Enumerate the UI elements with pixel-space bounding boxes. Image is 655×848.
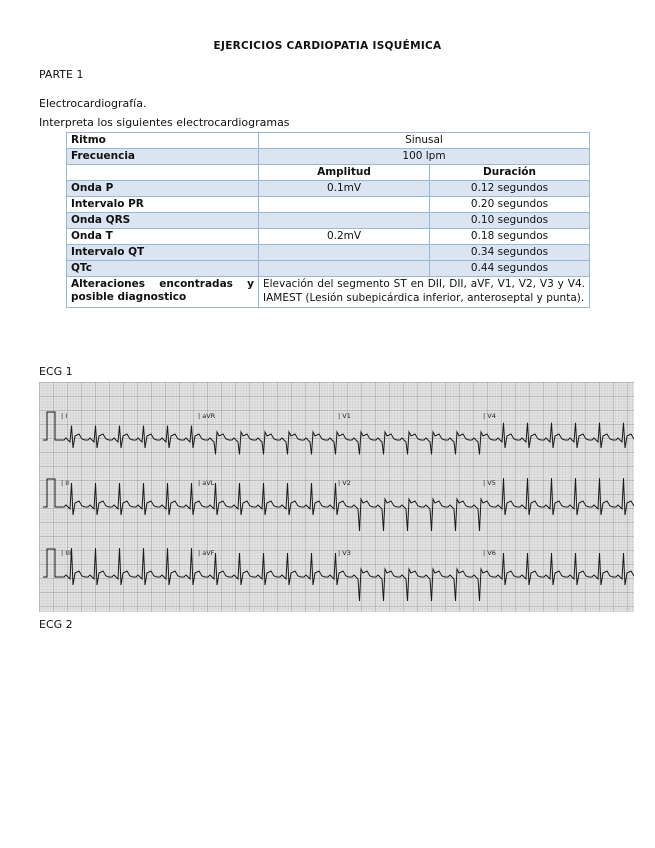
col-header-duracion: Duración	[430, 165, 590, 181]
row-label: QTc	[67, 261, 259, 277]
table-row	[67, 149, 590, 165]
amplitud-value	[259, 213, 430, 229]
row-label-frecuencia: Frecuencia	[67, 149, 259, 165]
amplitud-value	[259, 261, 430, 277]
table-row	[67, 213, 590, 229]
row-label: Onda T	[67, 229, 259, 245]
table-row	[67, 181, 590, 197]
row-label: Intervalo QT	[67, 245, 259, 261]
lead-label: | V4	[483, 412, 496, 420]
lead-label: | V5	[483, 479, 496, 487]
table-row	[67, 197, 590, 213]
row-label-ritmo: Ritmo	[67, 133, 259, 149]
lead-label: | II	[61, 479, 70, 487]
amplitud-value: 0.2mV	[259, 229, 430, 245]
ecg-strip-image	[39, 382, 634, 612]
amplitud-value	[259, 197, 430, 213]
frecuencia-value: 100 lpm	[259, 149, 590, 165]
table-row	[67, 277, 590, 308]
col-header-amplitud: Amplitud	[259, 165, 430, 181]
lead-label: | aVL	[198, 479, 215, 487]
ritmo-value: Sinusal	[259, 133, 590, 149]
alteraciones-value: Elevación del segmento ST en DII, DII, aVF, V1, V2, V3 y V4. IAMEST (Lesión subepicárdica inferior, anteroseptal y punta).	[259, 277, 590, 308]
table-row	[67, 133, 590, 149]
ecg1-label: ECG 1	[39, 365, 73, 378]
duracion-value: 0.44 segundos	[430, 261, 590, 277]
lead-label: | aVF	[198, 549, 215, 557]
duracion-value: 0.34 segundos	[430, 245, 590, 261]
row-label: Intervalo PR	[67, 197, 259, 213]
header-empty-cell	[67, 165, 259, 181]
lead-label: | III	[61, 549, 72, 557]
subtitle: Electrocardiografía.	[39, 97, 147, 110]
duracion-value: 0.10 segundos	[430, 213, 590, 229]
amplitud-value: 0.1mV	[259, 181, 430, 197]
table-row	[67, 229, 590, 245]
table-row	[67, 245, 590, 261]
lead-label: | aVR	[198, 412, 216, 420]
duracion-value: 0.18 segundos	[430, 229, 590, 245]
ecg2-label: ECG 2	[39, 618, 73, 631]
ecg-interpretation-table	[66, 132, 590, 308]
section-heading: PARTE 1	[39, 68, 84, 81]
amplitud-value	[259, 245, 430, 261]
duracion-value: 0.12 segundos	[430, 181, 590, 197]
lead-label: | V2	[338, 479, 351, 487]
duracion-value: 0.20 segundos	[430, 197, 590, 213]
lead-label: | I	[61, 412, 68, 420]
table-header-row	[67, 165, 590, 181]
row-label-alteraciones: Alteraciones encontradas y posible diagnostico	[67, 277, 259, 308]
row-label: Onda QRS	[67, 213, 259, 229]
ecg-tracing	[39, 382, 634, 612]
lead-label: | V6	[483, 549, 496, 557]
instruction: Interpreta los siguientes electrocardiogramas	[39, 116, 290, 129]
lead-label: | V1	[338, 412, 351, 420]
lead-label: | V3	[338, 549, 351, 557]
table-row	[67, 261, 590, 277]
row-label: Onda P	[67, 181, 259, 197]
page-title: EJERCICIOS CARDIOPATIA ISQUÉMICA	[213, 40, 442, 52]
